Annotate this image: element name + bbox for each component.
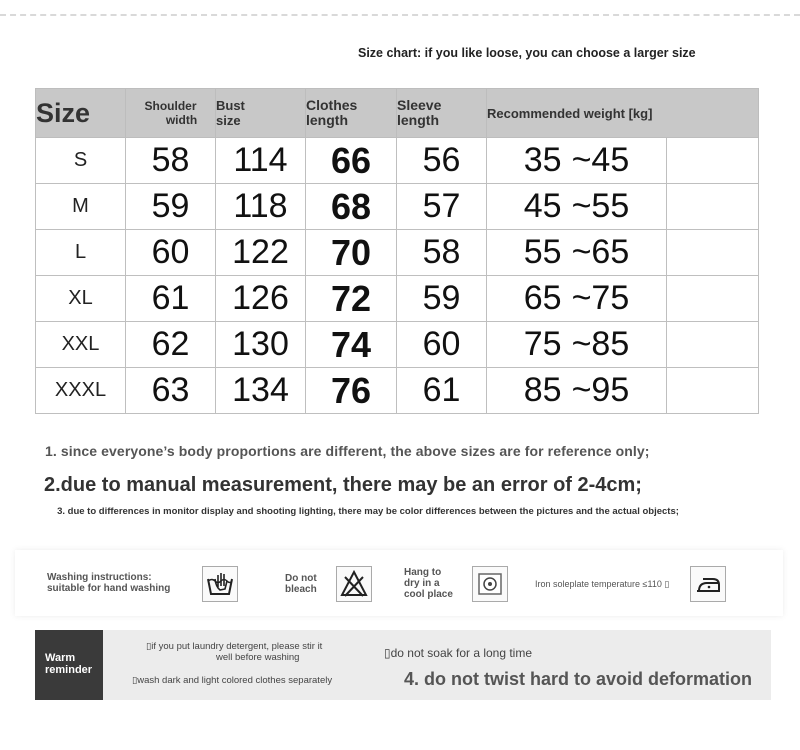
cell-sleeve: 58 [397, 230, 487, 276]
header-sleeve-length [397, 89, 487, 138]
weight-min: 45 [523, 187, 562, 225]
bleach-line1: Do not [285, 573, 317, 584]
cell-shoulder: 63 [126, 368, 216, 414]
hand-wash-icon [202, 566, 238, 602]
table-row [36, 368, 759, 414]
cell-length: 68 [306, 184, 397, 230]
table-row [36, 322, 759, 368]
cell-size: M [36, 184, 126, 230]
table-row [36, 230, 759, 276]
weight-min: 85 [523, 371, 562, 409]
header-shoulder-width [126, 89, 216, 138]
cell-empty [667, 230, 759, 276]
header-shoulder-line1: Shoulder [144, 99, 197, 113]
header-recommended-weight: Recommended weight [kg] [487, 89, 759, 138]
iron-icon-svg [691, 567, 725, 601]
cell-size: XXL [36, 322, 126, 368]
weight-min: 75 [523, 325, 562, 363]
cell-size: XXXL [36, 368, 126, 414]
iron-icon [690, 566, 726, 602]
no-bleach-icon-svg [337, 567, 371, 601]
cell-shoulder: 60 [126, 230, 216, 276]
cell-shoulder: 58 [126, 138, 216, 184]
hang-dry-label [404, 567, 453, 600]
note-reference-only: 1. since everyone’s body proportions are different, the above sizes are for reference only; [45, 443, 650, 459]
warm-line1: Warm [45, 652, 76, 664]
wash-line1: Washing instructions: [47, 572, 152, 583]
bleach-line2: bleach [285, 584, 317, 595]
reminder-detergent-line2: well before washing [216, 652, 300, 663]
reminder-no-soak: ▯do not soak for a long time [384, 646, 533, 660]
cell-sleeve: 61 [397, 368, 487, 414]
cell-length: 66 [306, 138, 397, 184]
cell-length: 72 [306, 276, 397, 322]
reminder-no-twist: 4. do not twist hard to avoid deformation [404, 669, 753, 689]
weight-min: 35 [523, 141, 562, 179]
header-size: Size [36, 89, 126, 138]
no-bleach-label [285, 573, 317, 595]
cell-bust: 126 [216, 276, 306, 322]
note-color-difference: 3. due to differences in monitor display and shooting lighting, there may be color differences between the pictures and the actual objects; [57, 506, 679, 517]
cell-size: S [36, 138, 126, 184]
warm-reminder-label [35, 630, 103, 700]
iron-temperature-label: Iron soleplate temperature ≤110 ▯ [535, 579, 670, 589]
reminder-separate-colors: ▯wash dark and light colored clothes separately [132, 675, 333, 686]
cell-length: 70 [306, 230, 397, 276]
cell-empty [667, 184, 759, 230]
cell-sleeve: 59 [397, 276, 487, 322]
cell-shoulder: 59 [126, 184, 216, 230]
wash-instructions-label [47, 572, 170, 594]
weight-max: ~55 [571, 187, 630, 225]
cell-empty [667, 368, 759, 414]
table-row [36, 184, 759, 230]
wash-line2: suitable for hand washing [47, 583, 171, 594]
table-row [36, 276, 759, 322]
weight-max: ~65 [571, 233, 630, 271]
dry-line2: dry in a [404, 578, 440, 589]
cell-size: XL [36, 276, 126, 322]
cell-weight [487, 276, 667, 322]
cell-shoulder: 61 [126, 276, 216, 322]
weight-max: ~75 [571, 279, 630, 317]
header-bust-line1: Bust [216, 98, 245, 113]
cell-weight [487, 368, 667, 414]
warm-line2: reminder [45, 664, 93, 676]
cell-bust: 134 [216, 368, 306, 414]
header-bust-size [216, 89, 306, 138]
header-sleeve-line1: Sleeve [397, 97, 442, 113]
weight-max: ~45 [571, 141, 630, 179]
header-clothes-length [306, 89, 397, 138]
cell-weight [487, 322, 667, 368]
weight-min: 55 [523, 233, 562, 271]
table-row [36, 138, 759, 184]
cell-weight [487, 230, 667, 276]
hang-dry-icon-svg [473, 567, 507, 601]
cell-sleeve: 56 [397, 138, 487, 184]
weight-max: ~85 [571, 325, 630, 363]
weight-min: 65 [523, 279, 562, 317]
cell-shoulder: 62 [126, 322, 216, 368]
table-header-row [36, 89, 759, 138]
header-shoulder-line2: width [165, 113, 198, 127]
cell-length: 76 [306, 368, 397, 414]
cell-empty [667, 138, 759, 184]
cell-weight [487, 138, 667, 184]
cell-empty [667, 276, 759, 322]
hand-wash-icon-svg [203, 567, 237, 601]
header-sleeve-line2: length [397, 112, 439, 128]
size-chart-caption: Size chart: if you like loose, you can choose a larger size [358, 46, 696, 60]
cell-length: 74 [306, 322, 397, 368]
cell-bust: 122 [216, 230, 306, 276]
no-bleach-icon [336, 566, 372, 602]
header-bust-line2: size [216, 113, 241, 128]
dry-line1: Hang to [404, 567, 442, 578]
cell-size: L [36, 230, 126, 276]
reminder-detergent [146, 641, 322, 663]
reminder-detergent-line1: ▯if you put laundry detergent, please stir it [146, 641, 323, 652]
cell-weight [487, 184, 667, 230]
cell-bust: 118 [216, 184, 306, 230]
hang-dry-icon [472, 566, 508, 602]
header-length-line2: length [306, 112, 348, 128]
cell-bust: 130 [216, 322, 306, 368]
cell-empty [667, 322, 759, 368]
cell-sleeve: 60 [397, 322, 487, 368]
size-chart-table [35, 88, 759, 414]
top-dashed-divider [0, 14, 800, 16]
cell-sleeve: 57 [397, 184, 487, 230]
note-measurement-error: 2.due to manual measurement, there may be an error of 2-4cm; [44, 474, 642, 496]
header-length-line1: Clothes [306, 97, 358, 113]
weight-max: ~95 [571, 371, 630, 409]
dry-line3: cool place [404, 589, 453, 600]
cell-bust: 114 [216, 138, 306, 184]
